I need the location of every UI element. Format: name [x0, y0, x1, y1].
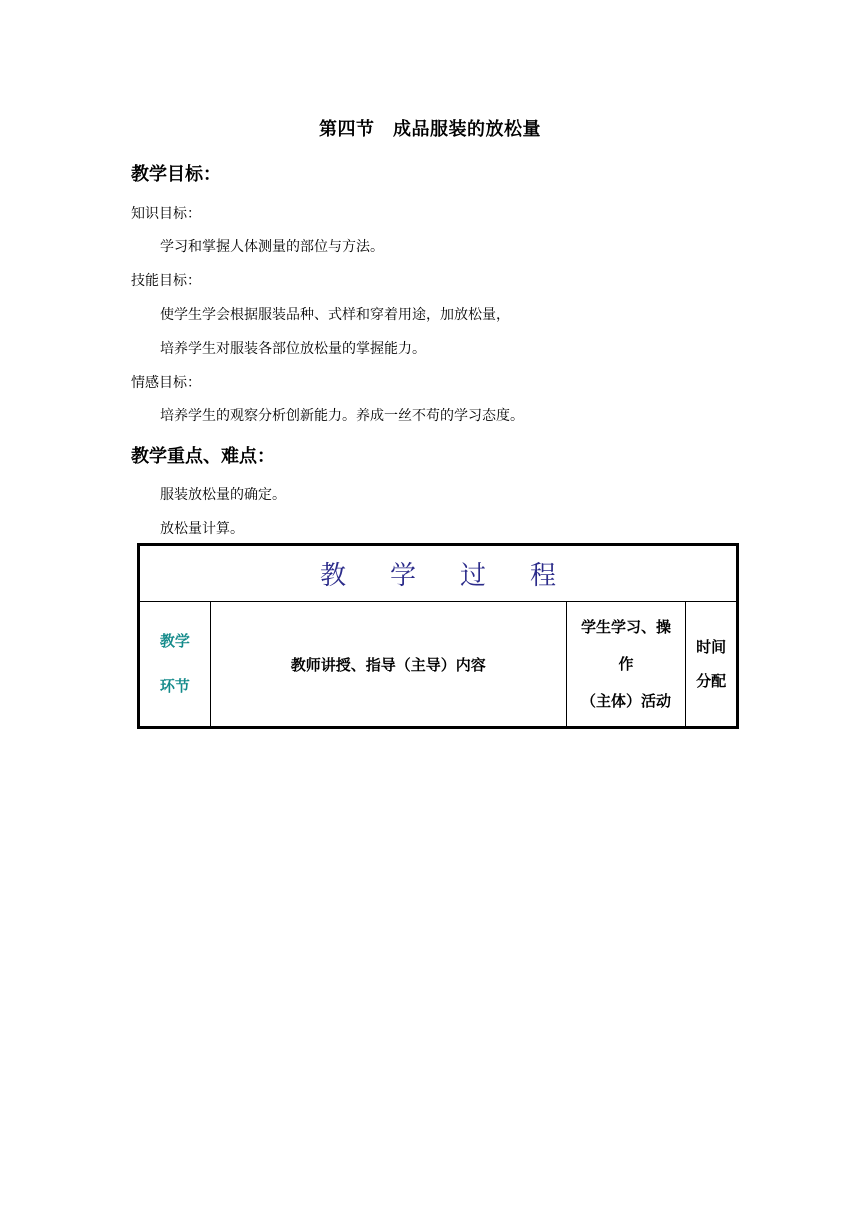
column-header-text: 学生学习、操 — [580, 617, 671, 636]
heading-char: 学 — [389, 561, 416, 591]
knowledge-label: 知识目标： — [131, 206, 201, 222]
column-header-text: 时间 — [696, 638, 727, 656]
emotion-text: 培养学生的观察分析创新能力。养成一丝不苟的学习态度。 — [160, 408, 524, 424]
process-table-heading — [139, 545, 738, 602]
column-header-text: 作 — [618, 654, 634, 673]
column-header-student-activity — [566, 602, 685, 728]
column-header-text: 环节 — [159, 677, 190, 695]
column-header-stage — [139, 602, 211, 728]
heading-char: 过 — [460, 561, 487, 591]
emotion-label: 情感目标： — [131, 375, 201, 391]
column-header-text: （主体）活动 — [580, 691, 671, 710]
heading-char: 教 — [319, 561, 346, 591]
heading-char: 程 — [530, 561, 557, 591]
page-title: 第四节 成品服装的放松量 — [319, 119, 541, 140]
column-header-teacher-content: 教师讲授、指导（主导）内容 — [210, 602, 566, 728]
column-header-text: 分配 — [696, 672, 727, 690]
column-header-text: 教学 — [159, 632, 190, 650]
key-point-item: 放松量计算。 — [160, 521, 244, 537]
skill-text-2: 培养学生对服装各部位放松量的掌握能力。 — [160, 341, 426, 357]
key-point-item: 服装放松量的确定。 — [160, 487, 286, 503]
key-points-heading: 教学重点、难点： — [131, 446, 275, 467]
skill-label: 技能目标： — [131, 273, 201, 289]
skill-text-1: 使学生学会根据服装品种、式样和穿着用途，加放松量， — [160, 307, 510, 323]
objectives-heading: 教学目标： — [131, 164, 221, 185]
teaching-process-table — [137, 543, 739, 729]
knowledge-text: 学习和掌握人体测量的部位与方法。 — [160, 239, 384, 255]
column-header-time — [686, 602, 738, 728]
